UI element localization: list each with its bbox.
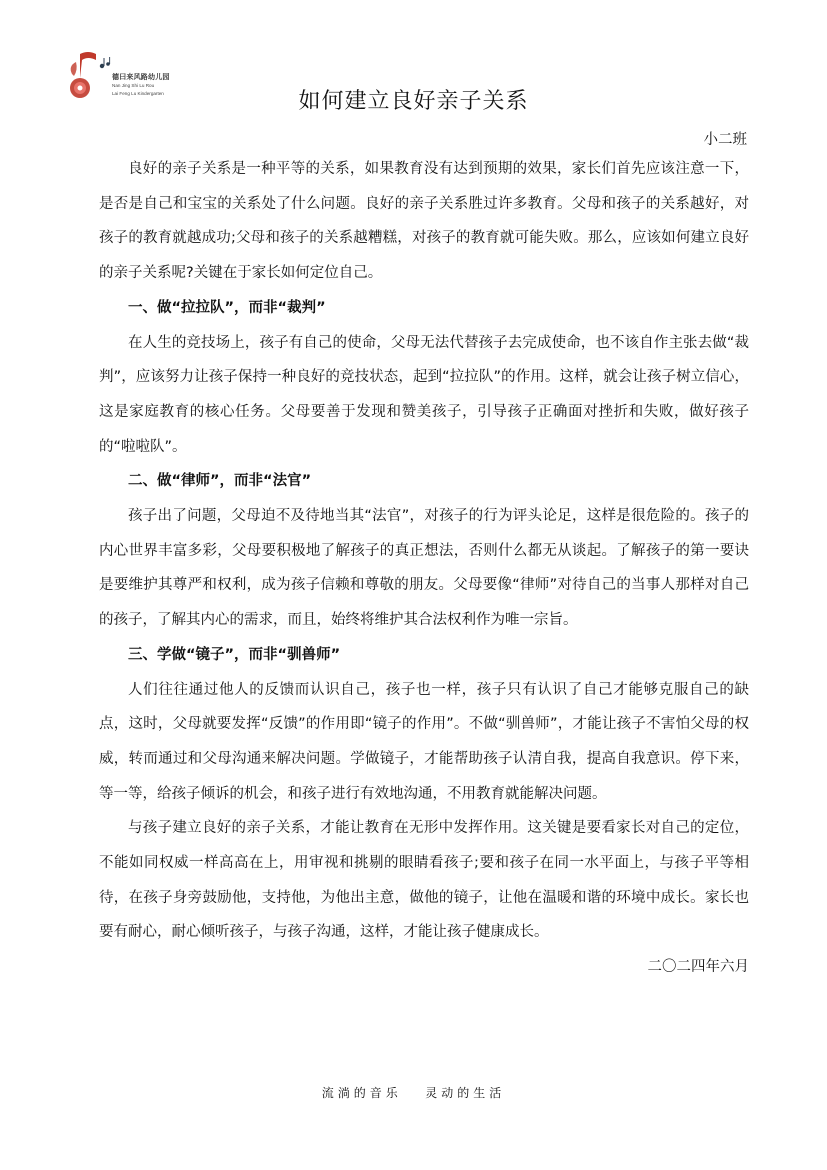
document-date: 二〇二四年六月 [647, 959, 749, 976]
logo-name-en-line2: Lai Feng Lu Kindergarten [112, 90, 164, 96]
section-heading-2: 二、做“律师”，而非“法官” [128, 473, 312, 490]
document-body [99, 152, 749, 985]
logo-name-cn: 德曰来风路幼儿园 [112, 73, 170, 81]
class-label: 小二班 [703, 132, 747, 148]
document-title: 如何建立良好亲子关系 [298, 89, 529, 114]
logo-name-en-line1: Nan Jing Shi Lu Rou [112, 83, 155, 88]
section-heading-3: 三、学做“镜子”，而非“驯兽师” [128, 646, 341, 663]
footer-slogan: 流淌的音乐 灵动的生活 [321, 1086, 506, 1100]
conclusion-paragraph: 与孩子建立良好的亲子关系，才能让教育在无形中发挥作用。这关键是要看家长对自己的定位，不能如同权威一样高高在上，用审视和挑剔的眼睛看孩子;要和孩子在同一水平面上，与孩子平等相待，在孩子身旁鼓励他，支持他，为他出主意，做他的镜子，让他在温暖和谐的环境中成长。家长也要有耐心，耐心倾听孩子，与孩子沟通，这样，才能让孩子健康成长。 [99, 820, 749, 941]
section-heading-1: 一、做“拉拉队”，而非“裁判” [128, 299, 326, 316]
intro-paragraph: 良好的亲子关系是一种平等的关系，如果教育没有达到预期的效果，家长们首先应该注意一下，是否是自己和宝宝的关系处了什么问题。良好的亲子关系胜过许多教育。父母和孩子的关系越好，对孩子的教育就越成功;父母和孩子的关系越糟糕，对孩子的教育就可能失败。那么，应该如何建立良好的亲子关系呢?关键在于家长如何定位自己。 [99, 161, 749, 282]
section-paragraph-1: 在人生的竞技场上，孩子有自己的使命，父母无法代替孩子去完成使命，也不该自作主张去做“裁判”，应该努力让孩子保持一种良好的竞技状态，起到“拉拉队”的作用。这样，就会让孩子树立信心，这是家庭教育的核心任务。父母要善于发现和赞美孩子，引导孩子正确面对挫折和失败，做好孩子的“啦啦队”。 [99, 334, 749, 455]
section-paragraph-3: 人们往往通过他人的反馈而认识自己，孩子也一样，孩子只有认识了自己才能够克服自己的缺点，这时，父母就要发挥“反馈”的作用即“镜子的作用”。不做“驯兽师”，才能让孩子不害怕父母的权威，转而通过和父母沟通来解决问题。学做镜子，才能帮助孩子认清自我，提高自我意识。停下来，等一等，给孩子倾诉的机会，和孩子进行有效地沟通，不用教育就能解决问题。 [99, 681, 749, 802]
section-paragraph-2: 孩子出了问题，父母迫不及待地当其“法官”，对孩子的行为评头论足，这样是很危险的。孩子的内心世界丰富多彩，父母要积极地了解孩子的真正想法，否则什么都无从谈起。了解孩子的第一要诀是要维护其尊严和权利，成为孩子信赖和尊敬的朋友。父母要像“律师”对待自己的当事人那样对自己的孩子，了解其内心的需求，而且，始终将维护其合法权利作为唯一宗旨。 [99, 508, 749, 629]
